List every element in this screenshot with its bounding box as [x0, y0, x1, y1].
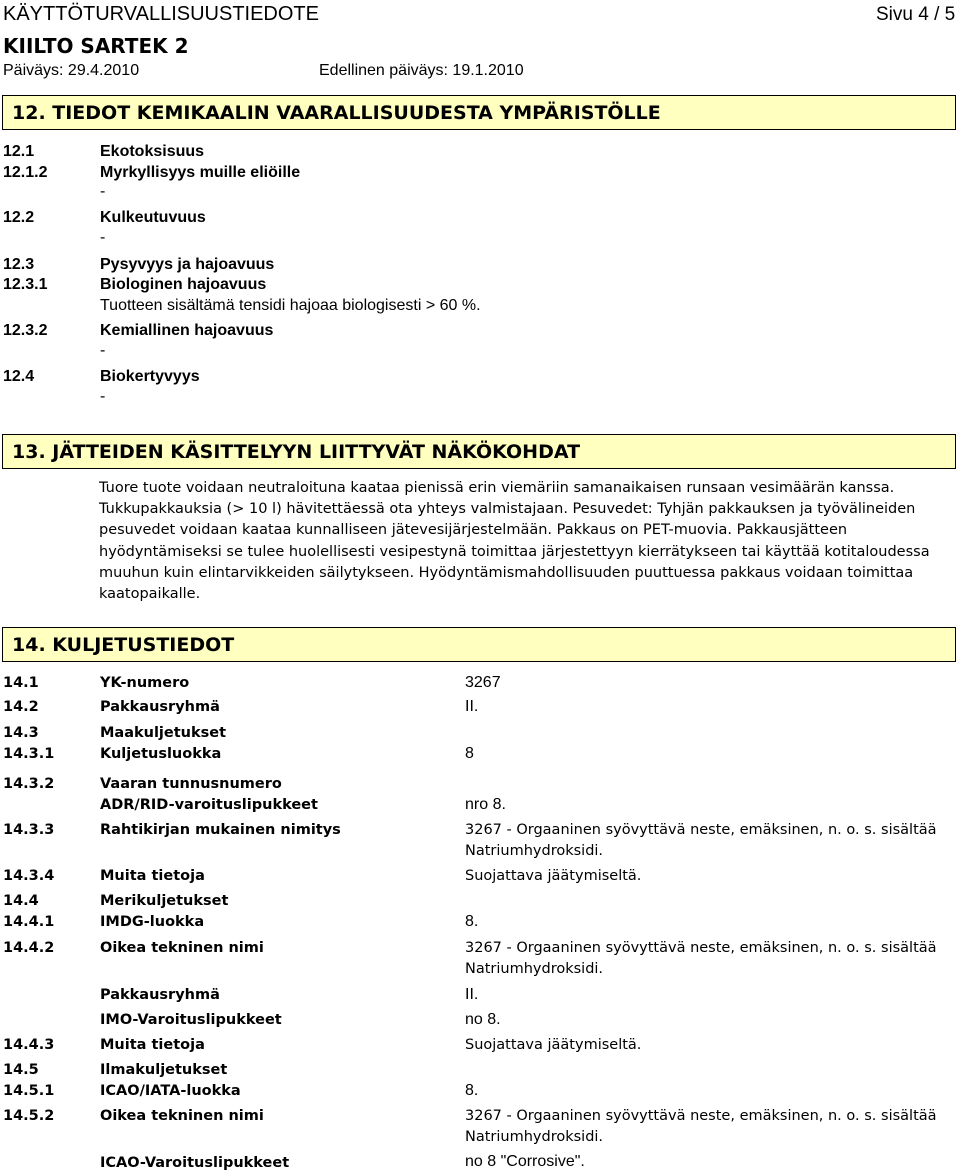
row-value: 3267 - Orgaaninen syövyttävä neste, emäksinen, n. o. s. sisältää	[465, 1108, 937, 1124]
item-value: -	[100, 388, 106, 405]
row-number: 14.4	[3, 893, 39, 909]
item-label: Myrkyllisyys muille eliöille	[100, 164, 301, 181]
item-value: -	[100, 183, 106, 200]
row-value: 3267	[465, 674, 501, 691]
row-number: 14.1	[3, 675, 39, 691]
row-value: no 8.	[465, 1011, 501, 1028]
row-label: Rahtikirjan mukainen nimitys	[100, 822, 341, 838]
row-label: ICAO/IATA-luokka	[100, 1083, 241, 1099]
row-number: 14.3.2	[3, 776, 55, 792]
row-number: 14.5.2	[3, 1108, 55, 1124]
item-number: 12.3.1	[3, 276, 48, 293]
row-label: Ilmakuljetukset	[100, 1062, 228, 1078]
row-value: II.	[465, 986, 479, 1003]
row-value: no 8 "Corrosive".	[465, 1153, 585, 1170]
row-value-continued: Natriumhydroksidi.	[465, 1129, 604, 1145]
row-number: 14.3.1	[3, 746, 55, 762]
item-number: 12.4	[3, 368, 35, 385]
row-label: Pakkausryhmä	[100, 987, 220, 1003]
item-label: Biologinen hajoavuus	[100, 276, 267, 293]
row-value: 8.	[465, 913, 479, 930]
row-number: 14.4.2	[3, 940, 55, 956]
section-14-header	[2, 627, 956, 662]
item-label: Pysyvyys ja hajoavuus	[100, 256, 275, 273]
row-label: Kuljetusluokka	[100, 746, 222, 762]
item-label: Biokertyvyys	[100, 368, 200, 385]
row-label: Oikea tekninen nimi	[100, 940, 264, 956]
disposal-paragraph: Tuore tuote voidaan neutraloituna kaataa pienissä erin viemäriin samanaikaisen runsaan vesimäärän kanssa.	[99, 480, 895, 496]
row-number: 14.3	[3, 725, 39, 741]
previous-date: Edellinen päiväys: 19.1.2010	[319, 62, 524, 79]
item-value: -	[100, 229, 106, 246]
row-label: ADR/RID-varoituslipukkeet	[100, 797, 318, 813]
row-label: Pakkausryhmä	[100, 699, 220, 715]
item-label: Kemiallinen hajoavuus	[100, 322, 274, 339]
product-name: KIILTO SARTEK 2	[3, 34, 189, 58]
section-12-title: 12. TIEDOT KEMIKAALIN VAARALLISUUDESTA YMPÄRISTÖLLE	[12, 102, 661, 124]
row-value: 3267 - Orgaaninen syövyttävä neste, emäksinen, n. o. s. sisältää	[465, 940, 937, 956]
row-value: II.	[465, 698, 479, 715]
item-value: Tuotteen sisältämä tensidi hajoaa biologisesti > 60 %.	[100, 297, 481, 314]
item-value: -	[100, 342, 106, 359]
row-label: Vaaran tunnusnumero	[100, 776, 282, 792]
page-number: Sivu 4 / 5	[876, 4, 956, 25]
section-13-title: 13. JÄTTEIDEN KÄSITTELYYN LIITTYVÄT NÄKÖKOHDAT	[12, 441, 581, 463]
disposal-paragraph: Tukkupakkauksia (> 10 l) hävitettäessä ota yhteys valmistajaan. Pesuvedet: Tyhjän pakkauksen ja työvälineiden pesuvedet voidaan kaataa kunnalliseen jätevesijärjestelmään. Pakkaus on PET-muovia. Pakkausjätteen hyödyntämiseksi se tulee huolellisesti vesipestynä toimittaa järjestettyyn kierrätykseen tai käyttää kotitaloudessa muuhun kuin elintarvikkeiden säilytykseen. Hyödyntämismahdollisuuden puuttuessa pakkaus voidaan toimittaa kaatopaikalle.	[99, 501, 930, 603]
row-label: IMO-Varoituslipukkeet	[100, 1012, 282, 1028]
row-number: 14.4.1	[3, 914, 55, 930]
row-value-continued: Natriumhydroksidi.	[465, 843, 604, 859]
item-label: Ekotoksisuus	[100, 143, 205, 160]
item-number: 12.3	[3, 256, 35, 273]
section-14-title: 14. KULJETUSTIEDOT	[12, 634, 235, 656]
row-label: IMDG-luokka	[100, 914, 205, 930]
row-label: Oikea tekninen nimi	[100, 1108, 264, 1124]
row-number: 14.3.4	[3, 868, 55, 884]
row-value: 8.	[465, 1082, 479, 1099]
row-value-continued: Natriumhydroksidi.	[465, 961, 604, 977]
row-value: Suojattava jäätymiseltä.	[465, 868, 642, 884]
item-number: 12.1	[3, 143, 35, 160]
item-number: 12.1.2	[3, 164, 48, 181]
item-label: Kulkeutuvuus	[100, 209, 206, 226]
row-label: Muita tietoja	[100, 868, 205, 884]
row-number: 14.4.3	[3, 1037, 55, 1053]
row-number: 14.3.3	[3, 822, 55, 838]
row-label: Merikuljetukset	[100, 893, 229, 909]
row-value: 3267 - Orgaaninen syövyttävä neste, emäksinen, n. o. s. sisältää	[465, 822, 937, 838]
row-value: 8	[465, 745, 474, 762]
row-number: 14.5	[3, 1062, 39, 1078]
row-number: 14.5.1	[3, 1083, 55, 1099]
document-title: KÄYTTÖTURVALLISUUSTIEDOTE	[3, 3, 319, 25]
row-number: 14.2	[3, 699, 39, 715]
row-value: nro 8.	[465, 796, 506, 813]
row-value: Suojattava jäätymiseltä.	[465, 1037, 642, 1053]
disposal-text	[99, 478, 957, 605]
section-12-header	[2, 95, 956, 130]
section-13-header	[2, 434, 956, 469]
revision-date: Päiväys: 29.4.2010	[3, 62, 140, 79]
row-label: YK-numero	[100, 675, 190, 691]
row-label: Maakuljetukset	[100, 725, 227, 741]
row-label: Muita tietoja	[100, 1037, 205, 1053]
row-label: ICAO-Varoituslipukkeet	[100, 1155, 290, 1171]
item-number: 12.2	[3, 209, 35, 226]
item-number: 12.3.2	[3, 322, 48, 339]
